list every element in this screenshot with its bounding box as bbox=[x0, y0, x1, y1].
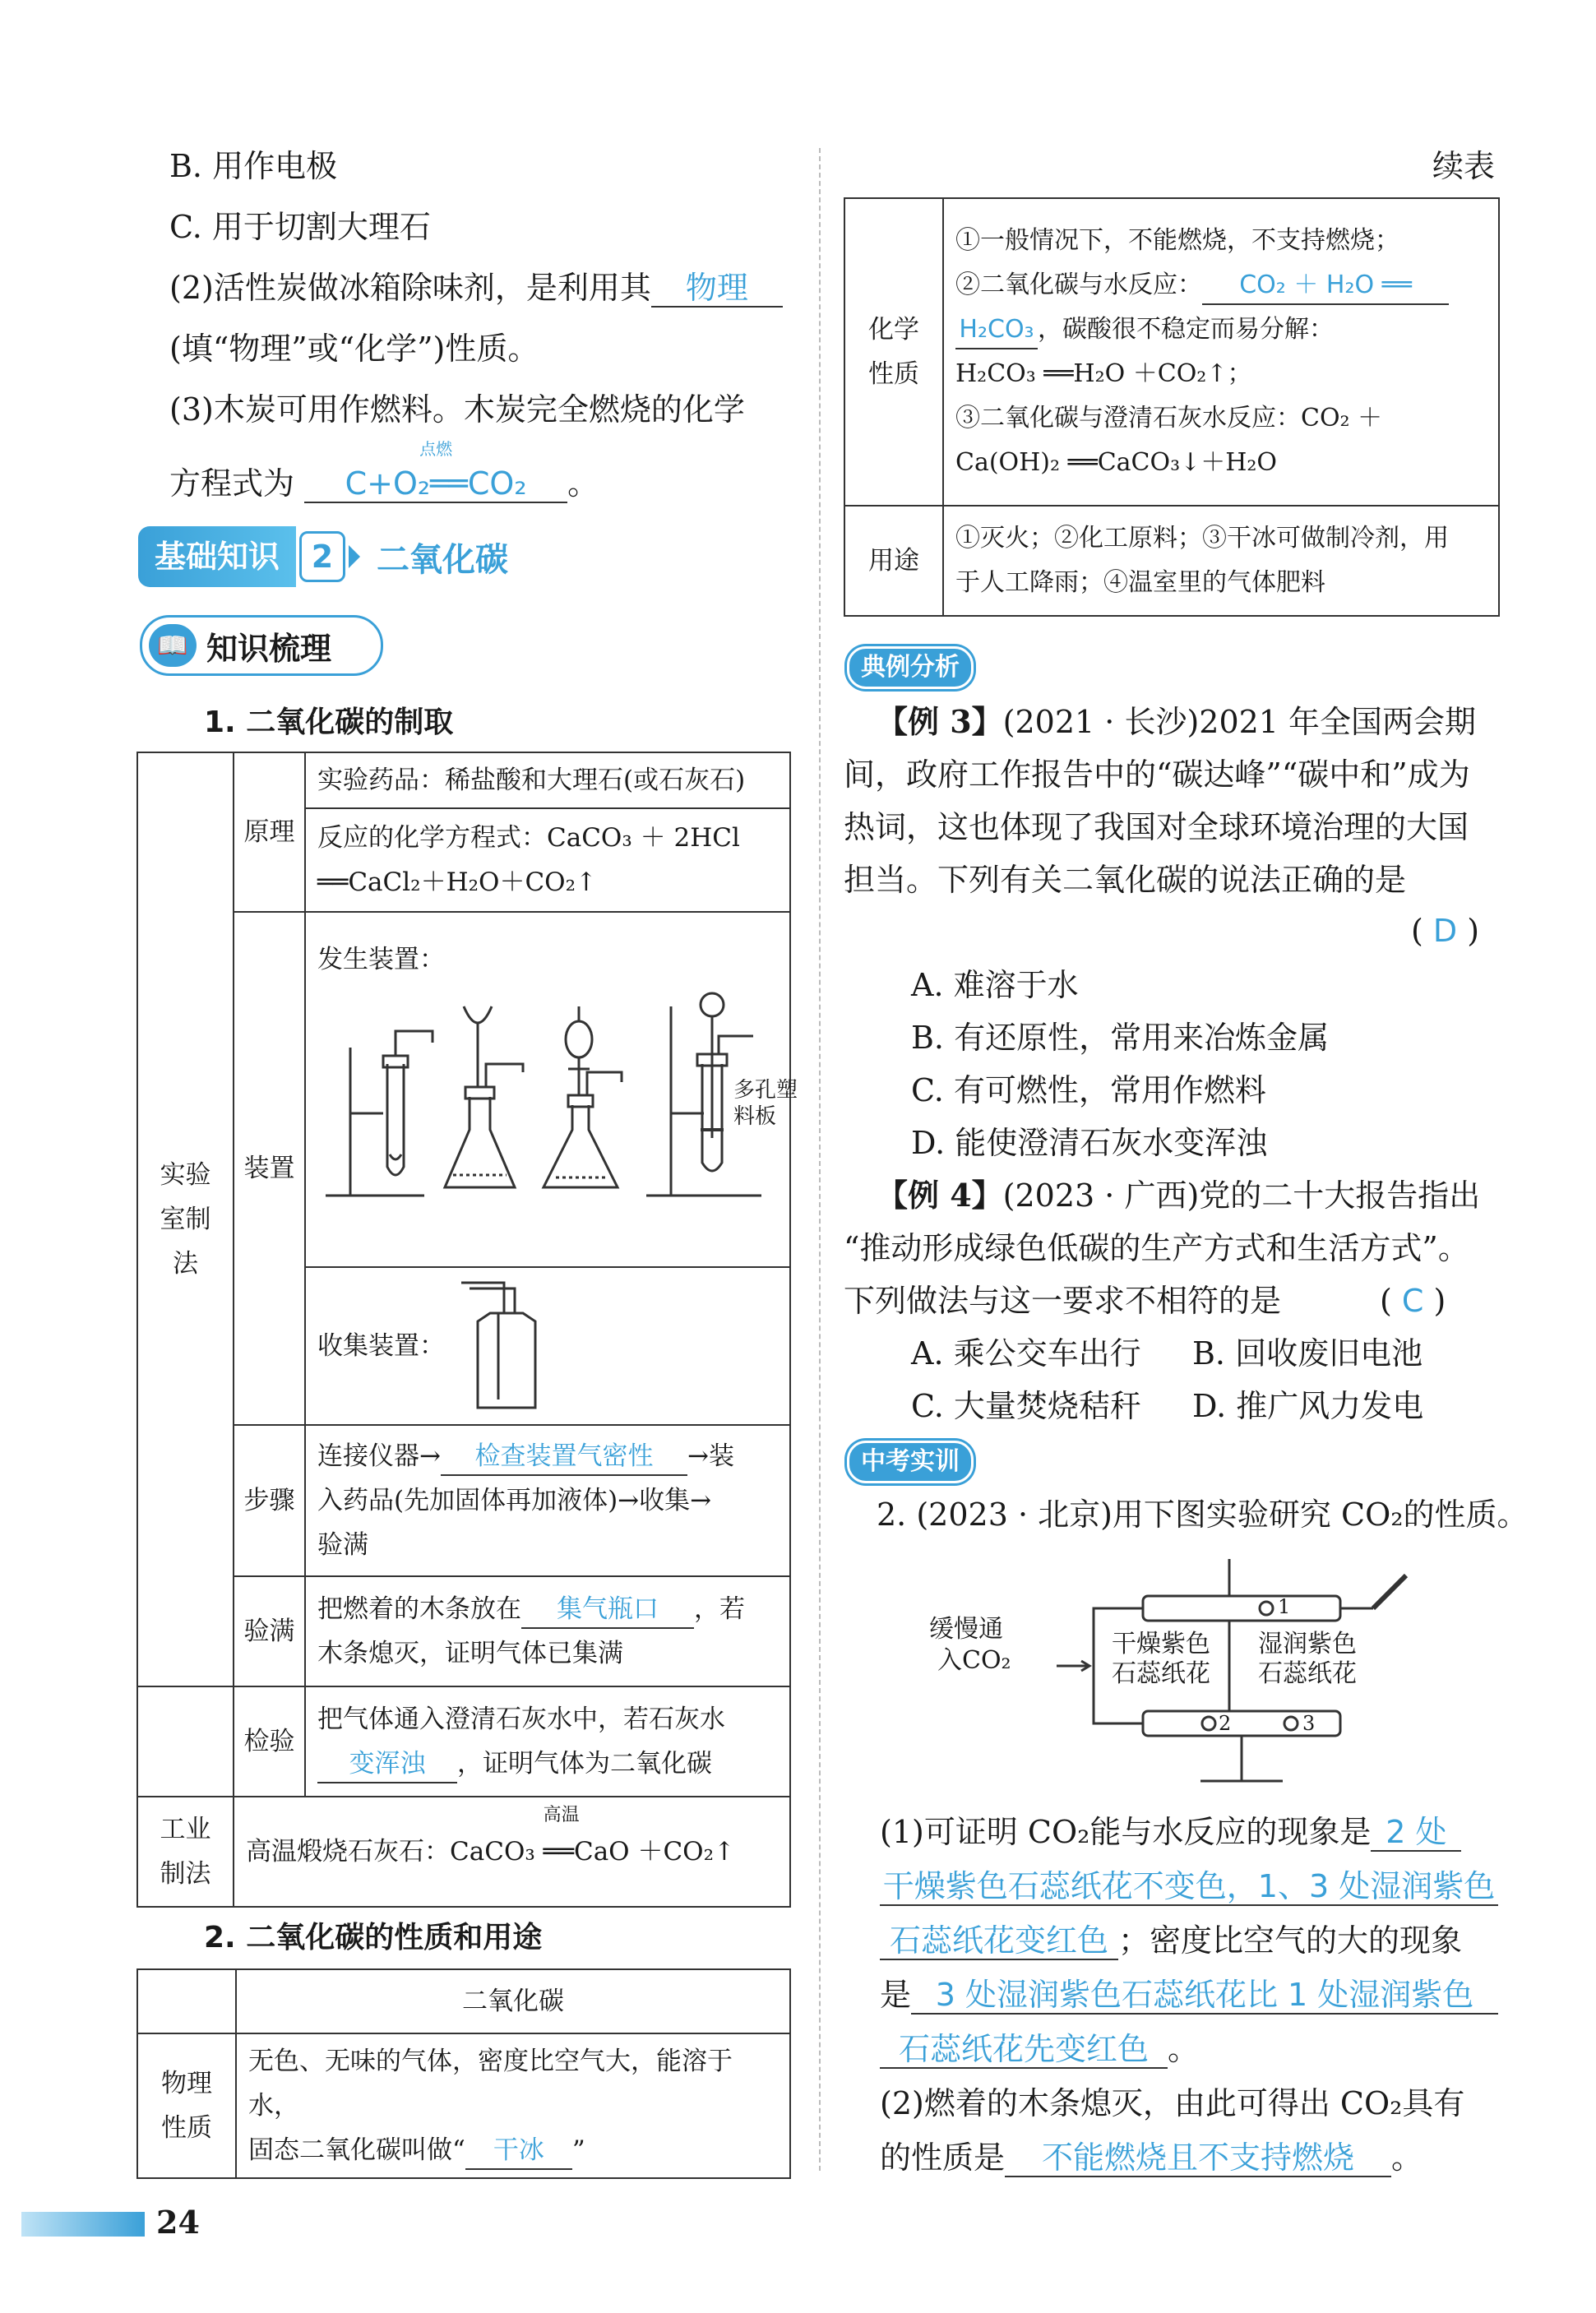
section-title: 二氧化碳 bbox=[377, 540, 509, 579]
device-label: 装置 bbox=[234, 912, 305, 1425]
section-label: 基础知识 bbox=[138, 526, 296, 587]
ex4-answer: C bbox=[1401, 1283, 1424, 1319]
p1-answer-5: 石蕊纸花先变红色 bbox=[880, 2031, 1168, 2069]
exam-tag: 中考实训 bbox=[847, 1441, 974, 1483]
phys-a: 无色、无味的气体，密度比空气大，能溶于水， bbox=[248, 2047, 733, 2121]
fig-num-3: 3 bbox=[1302, 1712, 1316, 1735]
ex3-option-a: A. 难溶于水 bbox=[911, 967, 1079, 1003]
chem-label: 化学性质 bbox=[868, 315, 919, 389]
full-a: 把燃着的木条放在 bbox=[317, 1594, 521, 1624]
chem-3b: Ca(OH)₂ ══CaCO₃↓＋H₂O bbox=[955, 448, 1278, 477]
generator-cell bbox=[305, 912, 798, 1267]
industry-condition: 高温 bbox=[543, 1805, 580, 1825]
fig-inlet-1: 缓慢通 bbox=[929, 1615, 1003, 1644]
principle-reagents: 实验药品：稀盐酸和大理石(或石灰石) bbox=[305, 752, 790, 808]
section-number: 2 bbox=[299, 531, 345, 582]
principle-equation-1: 反应的化学方程式：CaCO₃ ＋ 2HCl bbox=[317, 823, 740, 853]
ex3-line3: 热词，这也体现了我国对全球环境治理的大国 bbox=[844, 809, 1469, 845]
section-header bbox=[138, 526, 508, 587]
q3-line2 bbox=[169, 439, 599, 513]
q3-condition: 点燃 bbox=[419, 439, 453, 459]
chem-2c: H₂CO₃ ══H₂O ＋CO₂↑； bbox=[955, 359, 1252, 388]
q2-line bbox=[169, 258, 783, 317]
p2-end: 。 bbox=[1391, 2140, 1423, 2176]
fig-num-1: 1 bbox=[1278, 1595, 1291, 1618]
p1-answer-3: 石蕊纸花变红色 bbox=[880, 1922, 1118, 1960]
ex3-l1: (2021 · 长沙)2021 年全国两会期 bbox=[1002, 704, 1477, 740]
p2-line1: (2)燃着的木条熄灭，由此可得出 CO₂具有 bbox=[880, 2085, 1465, 2121]
full-answer: 集气瓶口 bbox=[521, 1591, 694, 1629]
q3-prefix: 方程式为 bbox=[169, 465, 295, 502]
knowledge-title: 知识梳理 bbox=[206, 630, 332, 667]
ex4-option-b: B. 回收废旧电池 bbox=[1192, 1335, 1423, 1372]
ex4-option-a: A. 乘公交车出行 bbox=[911, 1335, 1141, 1372]
lab-method-cell bbox=[137, 752, 234, 1686]
chem-3a: ③二氧化碳与澄清石灰水反应：CO₂ ＋ bbox=[955, 404, 1383, 433]
p1-line3 bbox=[880, 1911, 1462, 1970]
chem-2-answer-1: CO₂ ＋ H₂O ══ bbox=[1202, 267, 1449, 305]
p1-line1 bbox=[880, 1802, 1461, 1862]
test-label: 检验 bbox=[234, 1686, 305, 1797]
preparation-table bbox=[136, 752, 798, 1908]
p2-answer: 不能燃烧且不支持燃烧 bbox=[1005, 2140, 1391, 2177]
full-b: ，若 bbox=[694, 1594, 745, 1624]
phys-c: ” bbox=[571, 2135, 585, 2165]
subheading-2: 2. 二氧化碳的性质和用途 bbox=[204, 1921, 543, 1954]
steps-c: 入药品(先加固体再加液体)→收集→ bbox=[317, 1486, 712, 1515]
p1-is: 是 bbox=[880, 1977, 912, 2013]
generator-label: 发生装置： bbox=[317, 945, 445, 974]
use-b: 于人工降雨；④温室里的气体肥料 bbox=[955, 568, 1325, 597]
steps-d: 验满 bbox=[317, 1530, 368, 1560]
q3-end: 。 bbox=[567, 465, 599, 502]
q2-suffix: (填“物理”或“化学”)性质。 bbox=[169, 331, 539, 367]
examples-tag: 典例分析 bbox=[847, 646, 974, 689]
generator-apparatus-icon bbox=[317, 990, 778, 1220]
ex3-answer: D bbox=[1432, 913, 1458, 949]
option-c: C. 用于切割大理石 bbox=[169, 209, 431, 245]
test-cell bbox=[305, 1686, 790, 1797]
experiment-figure bbox=[929, 1551, 1423, 1797]
p2-line2 bbox=[880, 2128, 1423, 2187]
industry-eq bbox=[543, 1805, 735, 1874]
p1-mid: ；密度比空气的大的现象 bbox=[1118, 1922, 1463, 1959]
fig-num-2: 2 bbox=[1219, 1712, 1232, 1735]
phys-label: 物理性质 bbox=[161, 2069, 212, 2143]
header-empty bbox=[137, 1969, 236, 2033]
p1-answer-2: 干燥紫色石蕊纸花不变色，1、3 处湿润紫色 bbox=[880, 1868, 1498, 1906]
gas-bottle-icon bbox=[453, 1276, 552, 1416]
ex3-line4: 担当。下列有关二氧化碳的说法正确的是 bbox=[844, 862, 1407, 898]
continued-table bbox=[844, 197, 1500, 617]
fig-wet-1: 湿润紫色 bbox=[1258, 1630, 1357, 1658]
use-label: 用途 bbox=[844, 506, 943, 616]
fig-dry-1: 干燥紫色 bbox=[1112, 1630, 1210, 1658]
collector-label: 收集装置： bbox=[317, 1331, 445, 1361]
phys-label-cell bbox=[137, 2033, 236, 2178]
principle-equation-cell bbox=[305, 808, 790, 912]
phys-b: 固态二氧化碳叫做“ bbox=[248, 2135, 465, 2165]
ex4-head: 【例 4】 bbox=[877, 1177, 1003, 1214]
chem-1: ①一般情况下，不能燃烧，不支持燃烧； bbox=[955, 226, 1399, 255]
steps-b: →装 bbox=[687, 1441, 734, 1471]
principle-equation-2: ══CaCl₂＋H₂O＋CO₂↑ bbox=[317, 867, 598, 897]
q2-answer: 物理 bbox=[651, 270, 783, 308]
chem-2-answer-2: H₂CO₃ bbox=[955, 312, 1038, 349]
industry-label: 工业制法 bbox=[160, 1815, 211, 1889]
p1-answer-4: 3 处湿润紫色石蕊纸花比 1 处湿润紫色 bbox=[911, 1977, 1498, 2015]
industry-label-cell bbox=[137, 1797, 234, 1907]
ex4-line3: 下列做法与这一要求不相符的是 ( C ) bbox=[844, 1283, 1446, 1319]
industry-cell bbox=[234, 1797, 790, 1907]
q2-stem: 2. (2023 · 北京)用下图实验研究 CO₂的性质。 bbox=[877, 1497, 1529, 1533]
ex3-line2: 间，政府工作报告中的“碳达峰”“碳中和”成为 bbox=[844, 756, 1470, 793]
p1-line5 bbox=[880, 2019, 1199, 2079]
ex4-l1: (2023 · 广西)党的二十大报告指出 bbox=[1002, 1177, 1481, 1214]
test-answer: 变浑浊 bbox=[317, 1746, 457, 1783]
steps-a: 连接仪器→ bbox=[317, 1441, 441, 1471]
steps-cell bbox=[305, 1425, 790, 1576]
footer-bar bbox=[21, 2212, 145, 2237]
industry-a: 高温煅烧石灰石：CaCO₃ bbox=[246, 1837, 535, 1867]
chem-label-cell bbox=[844, 198, 943, 506]
ex3-option-b: B. 有还原性，常用来冶炼金属 bbox=[911, 1020, 1330, 1056]
ex4-l3: 下列做法与这一要求不相符的是 bbox=[844, 1283, 1282, 1319]
lab-method-label: 实验室制法 bbox=[160, 1160, 211, 1279]
steps-label: 步骤 bbox=[234, 1425, 305, 1576]
full-c: 木条熄灭，证明气体已集满 bbox=[317, 1639, 623, 1668]
ex4-option-d: D. 推广风力发电 bbox=[1192, 1388, 1424, 1424]
test-a: 把气体通入澄清石灰水中，若石灰水 bbox=[317, 1705, 725, 1734]
full-check-cell bbox=[305, 1576, 790, 1686]
chem-2b: ，碳酸很不稳定而易分解： bbox=[1038, 315, 1334, 344]
ex3-line1 bbox=[877, 692, 1476, 752]
option-b: B. 用作电极 bbox=[169, 148, 338, 184]
chem-2a: ②二氧化碳与水反应： bbox=[955, 271, 1202, 299]
q2-prefix: (2)活性炭做冰箱除味剂，是利用其 bbox=[169, 270, 651, 306]
industry-b: ══CaO ＋CO₂↑ bbox=[543, 1837, 735, 1867]
continued-label: 续表 bbox=[1432, 148, 1496, 184]
use-cell bbox=[943, 506, 1499, 616]
porous-board-label: 多孔塑料板 bbox=[733, 1078, 798, 1129]
test-b: ，证明气体为二氧化碳 bbox=[457, 1749, 712, 1779]
ex3-answer-paren: ( D ) bbox=[1411, 913, 1480, 949]
arrow-icon bbox=[349, 545, 360, 568]
test-left-spacer bbox=[137, 1686, 234, 1797]
page-number: 24 bbox=[156, 2204, 200, 2241]
chem-cell bbox=[943, 198, 1499, 506]
p2-prefix: 的性质是 bbox=[880, 2140, 1006, 2176]
column-divider bbox=[819, 148, 821, 2171]
fig-dry-2: 石蕊纸花 bbox=[1112, 1659, 1210, 1688]
phys-cell bbox=[236, 2033, 790, 2178]
ex3-head: 【例 3】 bbox=[877, 703, 1003, 740]
p1-prefix: (1)可证明 CO₂能与水反应的现象是 bbox=[880, 1814, 1372, 1850]
ex4-line2: “推动形成绿色低碳的生产方式和生活方式”。 bbox=[844, 1230, 1469, 1266]
ex4-option-c: C. 大量焚烧秸秆 bbox=[911, 1388, 1141, 1424]
book-icon: 📖 bbox=[149, 624, 197, 667]
q3-answer: C+O₂══CO₂ bbox=[345, 465, 527, 502]
p1-answer-1: 2 处 bbox=[1371, 1814, 1461, 1852]
ex4-line1 bbox=[877, 1166, 1480, 1225]
p1-line4 bbox=[880, 1965, 1498, 2024]
ex3-option-d: D. 能使澄清石灰水变浑浊 bbox=[911, 1125, 1268, 1161]
subheading-1: 1. 二氧化碳的制取 bbox=[204, 705, 454, 739]
use-a: ①灭火；②化工原料；③干冰可做制冷剂，用 bbox=[955, 524, 1449, 553]
steps-answer: 检查装置气密性 bbox=[441, 1438, 687, 1476]
ex3-option-c: C. 有可燃性，常用作燃料 bbox=[911, 1072, 1266, 1108]
table2-header: 二氧化碳 bbox=[236, 1969, 790, 2033]
q3-line1: (3)木炭可用作燃料。木炭完全燃烧的化学 bbox=[169, 391, 745, 428]
fig-inlet-2: 入CO₂ bbox=[937, 1646, 1011, 1675]
q3-answer-blank bbox=[304, 439, 567, 503]
collector-cell bbox=[305, 1267, 790, 1425]
fig-wet-2: 石蕊纸花 bbox=[1258, 1659, 1357, 1688]
phys-answer: 干冰 bbox=[465, 2132, 572, 2170]
p1-line2 bbox=[880, 1857, 1498, 1916]
full-check-label: 验满 bbox=[234, 1576, 305, 1686]
principle-label: 原理 bbox=[234, 752, 305, 912]
knowledge-header bbox=[140, 615, 383, 676]
p1-end: 。 bbox=[1168, 2031, 1200, 2067]
properties-table bbox=[136, 1968, 791, 2179]
